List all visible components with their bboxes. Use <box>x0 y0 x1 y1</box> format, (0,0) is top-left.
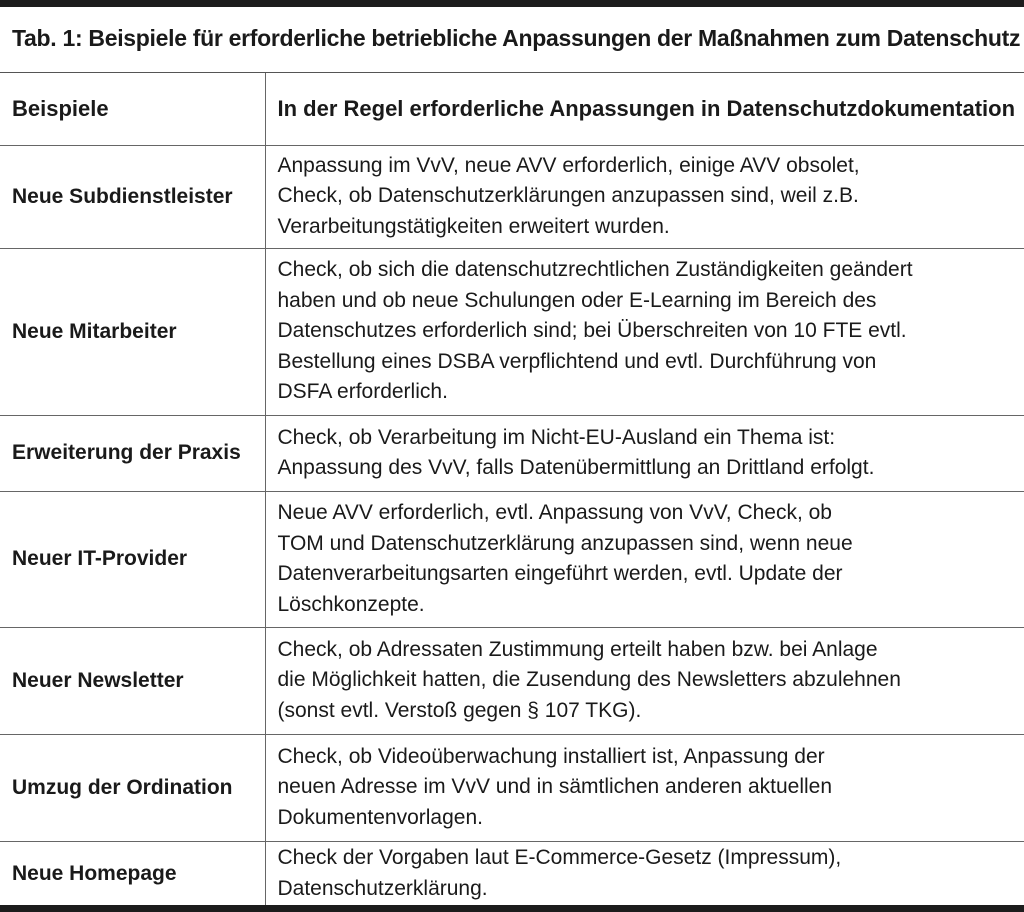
row-label: Neue Subdienstleister <box>0 145 265 248</box>
row-label: Neue Homepage <box>12 861 177 885</box>
row-description: Neue AVV erforderlich, evtl. Anpassung von VvV, Check, ob TOM und Datenschutzerklärung anzupassen sind, wenn neue Datenverarbeitungsarten eingeführt werden, evtl. Update der Löschkonzepte. <box>265 491 1024 627</box>
table-row <box>0 841 1024 905</box>
column-header-examples: Beispiele <box>0 73 265 145</box>
table-row <box>0 145 1024 248</box>
row-label: Erweiterung der Praxis <box>0 415 265 491</box>
table-row <box>0 415 1024 491</box>
column-header-adjustments: In der Regel erforderliche Anpassungen in Datenschutzdokumentation <box>265 73 1024 145</box>
row-description: Check der Vorgaben laut E-Commerce-Gesetz (Impressum), Datenschutzerklärung. <box>265 841 1024 905</box>
table-caption-text: Tab. 1: Beispiele für erforderliche betriebliche Anpassungen der Maßnahmen zum Datenschutz <box>12 25 1021 51</box>
row-description: Check, ob Verarbeitung im Nicht-EU-Ausland ein Thema ist: Anpassung des VvV, falls Datenübermittlung an Drittland erfolgt. <box>265 415 1024 491</box>
table-row <box>0 248 1024 415</box>
row-description: Anpassung im VvV, neue AVV erforderlich, einige AVV obsolet, Check, ob Datenschutzerklärungen anzupassen sind, weil z.B. Verarbeitungstätigkeiten erweitert wurden. <box>265 145 1024 248</box>
row-label: Neuer Newsletter <box>0 627 265 734</box>
table-row <box>0 491 1024 627</box>
data-protection-table <box>0 73 1024 905</box>
document-page <box>0 7 1024 905</box>
row-description: Check, ob sich die datenschutzrechtlichen Zuständigkeiten geändert haben und ob neue Schulungen oder E-Learning im Bereich des Datenschutzes erforderlich sind; bei Überschreiten von 10 FTE evtl. Bestellung eines DSBA verpflichtend und evtl. Durchführung von DSFA erforderlich. <box>265 248 1024 415</box>
row-label: Umzug der Ordination <box>0 734 265 841</box>
row-label: Neue Mitarbeiter <box>0 248 265 415</box>
table-row <box>0 627 1024 734</box>
row-label: Neuer IT-Provider <box>0 491 265 627</box>
row-description: Check, ob Adressaten Zustimmung erteilt haben bzw. bei Anlage die Möglichkeit hatten, die Zusendung des Newsletters abzulehnen (sonst evtl. Verstoß gegen § 107 TKG). <box>265 627 1024 734</box>
row-description: Check, ob Videoüberwachung installiert ist, Anpassung der neuen Adresse im VvV und in sämtlichen anderen aktuellen Dokumentenvorlagen. <box>265 734 1024 841</box>
header-row <box>0 73 1024 145</box>
table-caption <box>0 7 1024 73</box>
table-row <box>0 734 1024 841</box>
